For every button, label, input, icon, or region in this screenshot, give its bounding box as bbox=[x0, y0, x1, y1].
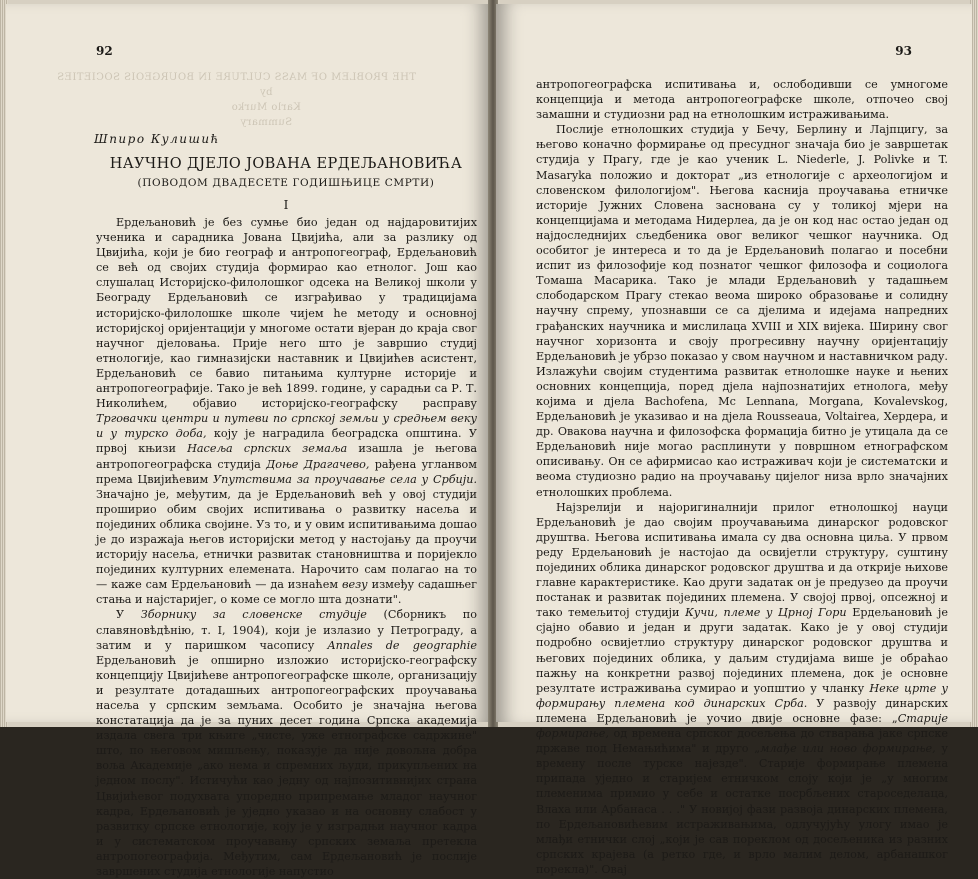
bleed-through-text: THE PROBLEM OF MASS CULTURE IN BOURGEOIS SOCIETIES by Karlo Murko Summary bbox=[56, 72, 416, 128]
paragraph: У Зборнику за словенске студије (Сборникъ по славяновѣдѣнію, т. I, 1904), који је излазио у Петрограду, а затим и у паришком часопису Annales de geographie Ердељановић је опширно изложио историјско-географску концепцију Цвијићеве антропогеографске школе, организацију и резултате дотадашњих антропогеографских проучавања насеља у српским земљама. Особито је значајна његова констатација да је за пуних десет година Српска академија издала свега три књиге „чисте, уже етнографске садржине" што, по његовом мишљењу, показује да није довољна добра воља Академије „ако нема и спремних људи, прикупљених на једном послу". Истичући као једну од најпозитивнијих страна Цвијићевог подухвата упоредно припремање младог научног кадра, Ердељановић је уједно указао и на основну слабост у развитку српске етнологије, коју је у изградњи научног кадра и у систематском проучавању српских земаља претекла антропогеографија. Међутим, сам Ердељановић је послије завршених студија етнологије напустио bbox=[96, 608, 477, 879]
right-page bbox=[496, 4, 972, 876]
paragraph: Послије етнолошких студија у Бечу, Берлину и Лајпцигу, за његово коначно формирање од пресудног значаја био је завршетак студија у Прагу, где је као ученик L. Niederle, J. Polivke и T. Masaryka положио и докторат „из етнологије с археологијом и словенском филологијом". Његова каснија проучавања етничке историје Јужних Словена засновaна су у толикој мјери на концепцијама и методама Нидерлеа, да је он код нас остао један од најдоследнијих сљедбеника овог великог чешког научника. Од особитог је интереса и то да је Ердељановић полагао и посебни испит из филозофије код познатог чешког филозофа и социолога Томаша Масарика. Тако је млади Ердељановић у тадашњем слободарском Прагу стекао веома широко образовање и солидну научну спрему, упознавши се са дјелима и идејама напредних грађанских научника и мислилаца XVIII и XIX вијека. Ширину свог научног хоризонта и своју прогресивну научну оријентацију Ердељановић је убрзо показао у свом научном и наставничком раду. Излажући својим студентима развитак етнолошке науке и њених основних концепција, поред дјела најпознатијих етнолога, међу којима и дјела Bachofena, Mc Lennana, Morgana, Kovalevskog, Ердељановић је указивао и на дјела Rousseaua, Voltairea, Хердера, и др. Овакова научна и филозофска формација битно је утицала да се Ердељановић није могао расплинути у површном етнографском описивању. Он се афирмисао као истраживач који је систематски и веома студиозно радио на проучавању цијелог низа врло значајних етнолошких проблема. bbox=[536, 123, 948, 499]
article-subtitle: (ПОВОДОМ ДВАДЕСЕТЕ ГОДИШЊИЦЕ СМРТИ) bbox=[137, 177, 435, 189]
section-number: I bbox=[283, 198, 289, 212]
right-body-text bbox=[536, 77, 949, 876]
right-page-number: 93 bbox=[895, 44, 912, 58]
article-author: Шпиро Кулишић bbox=[94, 132, 220, 146]
paragraph: Најзрелији и најоригиналнији прилог етнолошкој науци Ердељановић је дао својим проучавањима динарског родовског друштва. Његова испитивања имала су два основна циља. У првом реду Ердељановић је настојао да освијетли структуру, суштину појединих облика динарског родовског друштва и да открије њихове главне карактеристике. Као други задатак он је предузео да проучи постанак и развитак појединих племена. У својој првој, опсежној и тако темељитој студији Кучи, племе у Црној Гори Ердељановић је сјајно обавио и један и други задатак. Како је у овој студији подробно освијетлио структуру динарског родовског друштва и његових појединих облика, у даљим студијама више је обраћао пажњу на конкретни развој појединих племена, док је основне резултате истраживања сумирао и уопштио у чланку Неке црте у формирању племена код динарских Срба. У развоју динарских племена Ердељановић је уочио двије основне фазе: „Старије формирање, од времена српског досељења до стварања јаке српске државе под Немањићима" и друго „млађе или ново формирање, у времену после турске најезде". Старије формирање племена припада уједно и старијем етничком слоју који је „у многим племенима примио у себе и остатке посрбљених староседелаца, Влаха или Арбанаса . . ." У новијој фази развоја динарских племена, по Ердељановићевим истраживањима, одлучујућу улогу имао је млађи етнички слој „који је сав пореклом од досељеника из разних српских крајева (а ретко где, и врло малим делом, арбанашког порекла)". Овај bbox=[536, 500, 949, 876]
article-title: НАУЧНО ДЈЕЛО ЈОВАНА ЕРДЕЉАНОВИЋА bbox=[109, 156, 463, 172]
paragraph: антропогеографска испитивања и, ослободивши се умногоме концепција и метода антропогеографске школе, отпочео свој замашни и студиозни рад на етнолошким истраживањима. bbox=[536, 78, 948, 122]
paragraph: Ердељановић је без сумње био један од најдаровитијих ученика и сарадника Јована Цвијића, али за разлику од Цвијића, који је био географ и антропогеограф, Ердељановић се већ од својих студија формирао као етнолог. Још као слушалац Историјско-филолошког одсека на Великој школи у Београду Ердељановић се изграђивао у традицијама историјско-филолошке школе чијем he методу и основној историјској оријентацији у многоме остати вјеран до краја свог научног дјеловања. Прије него што је завршио студиј етнологије, као гимназијски наставник и Цвијићев асистент, Ердељановић се бавио питањима културне историје и антропогеографије. Тако је већ 1899. године, у сарадњи са Р. Т. Николићем, објавио историјско-географску расправу Трговачки центри и путеви по српској земљи у средњем веку и у турско доба, коју је наградила београдска општина. У првој књизи Насеља српских земаља изашла је његова антропогеографска студија Доње Драгачево, рађена угланвом према Цвијићевим Упутствима за проучавање села у Србији. Значајно је, међутим, да је Ердељановић већ у овој студији проширио обим својих испитивања о развитку насеља и појединих облика својине. Уз то, и у овим испитивањима дошао је до изражаја његов историјски метод у настојању да проучи историју насеља, етнички развитак становништва и поријекло појединих културних елемената. Нарочито сам полагао на то — каже сам Ердељановић — да изнаћем везу између садашњег стања и најстаријег, о коме се могло шта дознати". bbox=[96, 216, 477, 607]
left-body-text bbox=[96, 215, 477, 879]
left-page-number: 92 bbox=[96, 44, 113, 58]
left-page bbox=[6, 4, 490, 879]
